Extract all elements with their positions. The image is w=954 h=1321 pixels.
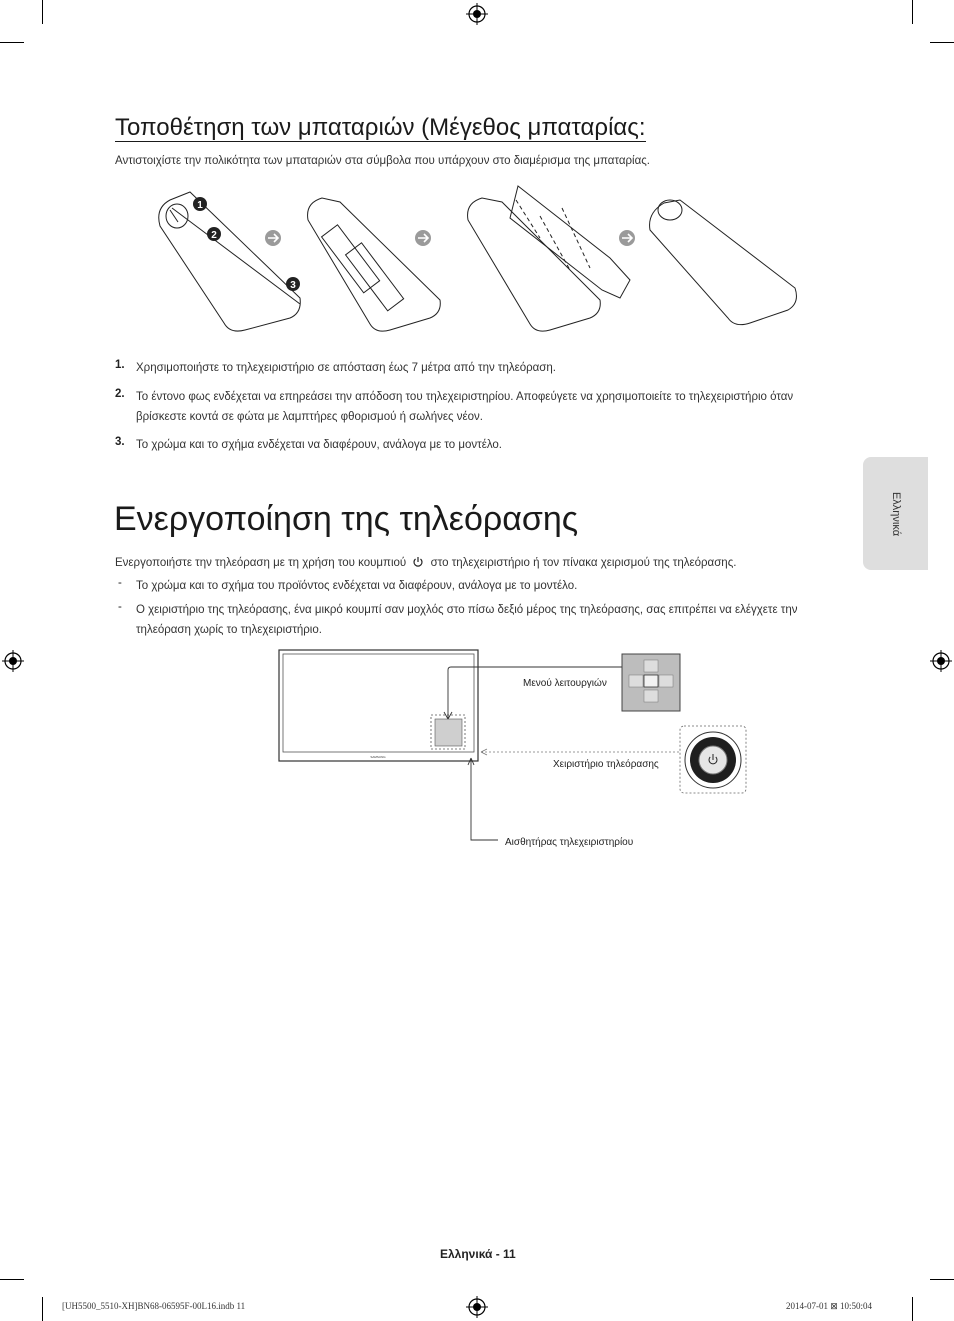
crop-mark xyxy=(912,1297,913,1321)
note-text: Το έντονο φως ενδέχεται να επηρεάσει την απόδοση του τηλεχειριστηρίου. Αποφεύγετε να χρησιμοποιείτε το τηλεχειριστήριο όταν βρίσκεστε κοντά σε φώτα με λαμπτήρες φθορισμού ή σωλήνες νέον. xyxy=(136,391,794,423)
crop-mark xyxy=(0,42,24,43)
registration-mark-icon xyxy=(930,650,952,672)
note-text: Το χρώμα και το σχήμα ενδέχεται να διαφέρουν, ανάλογα με το μοντέλο. xyxy=(136,439,502,451)
registration-mark-icon xyxy=(466,1296,488,1318)
tv-controller-label: Χειριστήριο τηλεόρασης xyxy=(553,759,659,770)
note-number: 1. xyxy=(115,359,125,371)
crop-mark xyxy=(912,0,913,24)
battery-section-title: Τοποθέτηση των μπαταριών (Μέγεθος μπαταρίας: xyxy=(115,114,646,141)
bullet-mark: - xyxy=(118,577,122,589)
arrow-right-circle-icon xyxy=(265,230,281,246)
power-intro-after: στο τηλεχειριστήριο ή τον πίνακα χειρισμού της τηλεόρασης. xyxy=(430,557,737,569)
step-number: 3 xyxy=(290,280,296,291)
note-number: 3. xyxy=(115,436,125,448)
print-file-info: [UH5500_5510-XH]BN68-06595F-00L16.indb 11 xyxy=(62,1301,246,1311)
print-date-info: 2014-07-01 ⊠ 10:50:04 xyxy=(786,1301,873,1311)
power-icon xyxy=(412,556,424,568)
power-intro-before: Ενεργοποιήστε την τηλεόραση με τη χρήση του κουμπιού xyxy=(115,557,407,569)
crop-mark xyxy=(0,1279,24,1280)
step-number: 2 xyxy=(211,230,217,241)
power-intro xyxy=(115,553,736,573)
bullet-mark: - xyxy=(118,601,122,613)
language-side-tab xyxy=(863,457,928,570)
battery-installation-illustration xyxy=(150,178,810,336)
arrow-right-circle-icon xyxy=(415,230,431,246)
crop-mark xyxy=(42,1297,43,1321)
function-menu-label: Μενού λειτουργιών xyxy=(523,678,607,689)
registration-mark-icon xyxy=(466,3,488,25)
note-number: 2. xyxy=(115,388,125,400)
bullet-text: Ο χειριστήριο της τηλεόρασης, ένα μικρό κουμπί σαν μοχλός στο πίσω δεξιό μέρος της τηλεόρασης, σας επιτρέπει να ελέγχετε την τηλεόραση χωρίς το τηλεχειριστήριο. xyxy=(136,604,798,636)
language-side-tab-label: Ελληνικά xyxy=(889,491,902,536)
crop-mark xyxy=(42,0,43,24)
control-area xyxy=(435,719,462,746)
arrow-right-circle-icon xyxy=(619,230,635,246)
tv-brand-logo: SAMSUNG xyxy=(370,755,386,759)
remote-sensor-label: Αισθητήρας τηλεχειριστηρίου xyxy=(505,837,634,848)
page-number: Ελληνικά - 11 xyxy=(440,1247,516,1261)
power-section-title: Ενεργοποίηση της τηλεόρασης xyxy=(114,500,579,538)
note-text: Χρησιμοποιήστε το τηλεχειριστήριο σε απόσταση έως 7 μέτρα από την τηλεόραση. xyxy=(136,362,556,374)
crop-mark xyxy=(930,1279,954,1280)
tv-controls-diagram xyxy=(278,648,752,858)
registration-mark-icon xyxy=(2,650,24,672)
step-number: 1 xyxy=(197,200,203,211)
battery-intro: Αντιστοιχίστε την πολικότητα των μπαταριών στα σύμβολα που υπάρχουν στο διαμέρισμα της μπαταρίας. xyxy=(115,155,650,167)
bullet-text: Το χρώμα και το σχήμα του προϊόντος ενδέχεται να διαφέρουν, ανάλογα με το μοντέλο. xyxy=(136,580,578,592)
crop-mark xyxy=(930,42,954,43)
function-menu-illustration xyxy=(622,654,680,711)
